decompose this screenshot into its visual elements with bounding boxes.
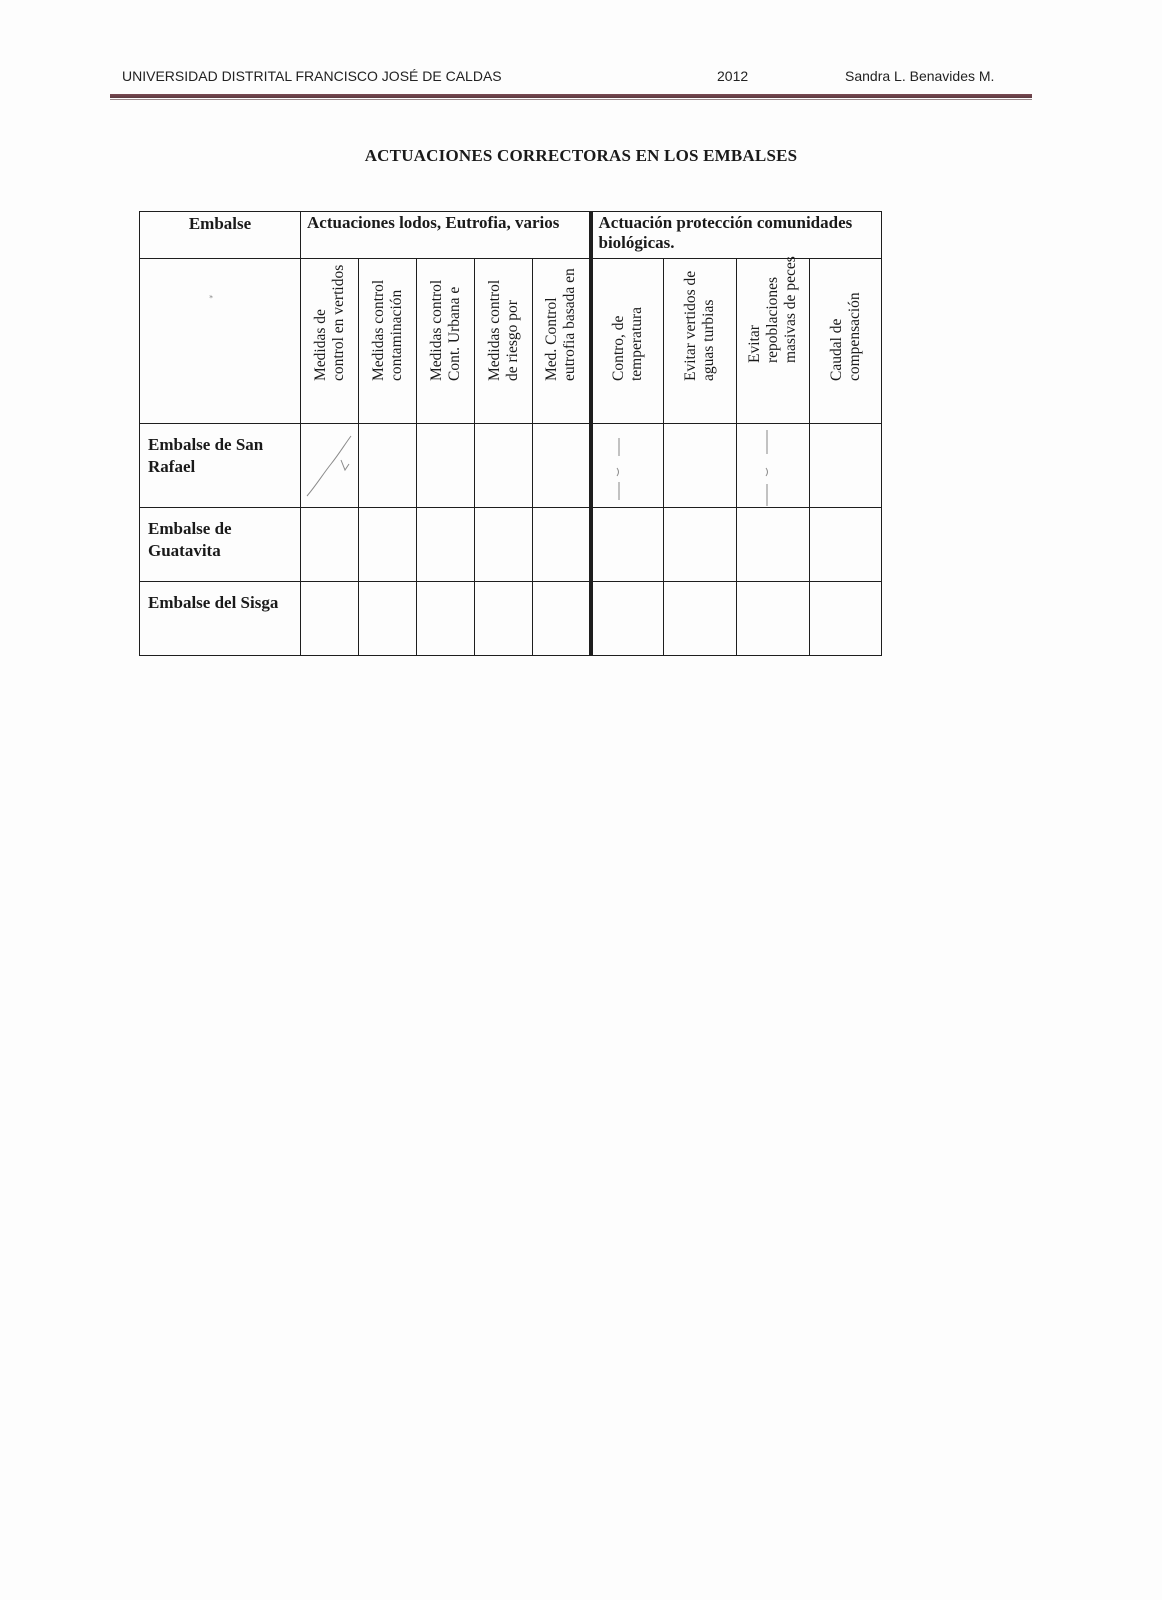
column-header-row [140, 259, 882, 424]
column-header [664, 259, 737, 424]
table-cell [475, 582, 533, 656]
institution-name: UNIVERSIDAD DISTRITAL FRANCISCO JOSÉ DE CALDAS [122, 68, 502, 84]
table-cell [475, 508, 533, 582]
column-header [810, 259, 882, 424]
column-header [417, 259, 475, 424]
group-header-biological: Actuación protección comunidades biológicas. [591, 212, 882, 259]
column-header [737, 256, 810, 424]
table-cell [810, 424, 882, 508]
table-cell [359, 424, 417, 508]
table-cell [591, 508, 664, 582]
column-header [591, 259, 664, 424]
table-cell [533, 582, 591, 656]
table-cell [533, 424, 591, 508]
group-header-sludge: Actuaciones lodos, Eutrofia, varios [301, 212, 591, 259]
table-cell [475, 424, 533, 508]
column-header-label: Evitar repoblaciones masivas de peces [746, 256, 799, 363]
embalse-header: Embalse [140, 212, 301, 259]
table-cell [664, 582, 737, 656]
pencil-mark [737, 424, 810, 508]
table-row [140, 582, 882, 656]
page-header [110, 66, 1032, 88]
table-cell [591, 582, 664, 656]
header-rule [110, 94, 1032, 98]
table-row [140, 508, 882, 582]
column-header [533, 259, 591, 424]
header-year: 2012 [717, 68, 749, 84]
table-cell [533, 508, 591, 582]
column-header [475, 259, 533, 424]
row-label-sisga: Embalse del Sisga [140, 582, 301, 656]
table-cell [591, 424, 664, 508]
corner-cell [140, 259, 301, 424]
column-header-label: Medidas de control en vertidos [311, 264, 347, 381]
document-title: ACTUACIONES CORRECTORAS EN LOS EMBALSES [364, 146, 798, 165]
table-cell [737, 582, 810, 656]
column-header-label: Medidas control de riesgo por [485, 279, 521, 381]
column-header [301, 259, 359, 424]
column-header [359, 259, 417, 424]
table-cell [301, 508, 359, 582]
row-label-guatavita: Embalse de Guatavita [140, 508, 301, 582]
actions-table [139, 211, 882, 656]
header-author: Sandra L. Benavides M. [845, 68, 995, 84]
table-cell [664, 424, 737, 508]
table-cell [417, 582, 475, 656]
table-cell [417, 508, 475, 582]
table-cell [301, 424, 359, 508]
table-cell [301, 582, 359, 656]
table-cell [810, 582, 882, 656]
header-rule-thin [110, 99, 1032, 100]
table-cell [359, 508, 417, 582]
column-header-label: Medidas control Cont. Urbana e [427, 279, 463, 381]
table-cell [359, 582, 417, 656]
ink-mark: ﹡ [206, 293, 216, 304]
column-header-label: Caudal de compensación [827, 292, 863, 381]
column-header-label: Med. Control eutrofia basada en [542, 268, 578, 381]
table-cell [810, 508, 882, 582]
row-label-san-rafael: Embalse de San Rafael [140, 424, 301, 508]
table-cell [737, 508, 810, 582]
table-row [140, 424, 882, 508]
pencil-mark [593, 424, 666, 508]
table-cell [417, 424, 475, 508]
column-header-label: Evitar vertidos de aguas turbias [682, 270, 717, 381]
handwritten-scribble [301, 424, 359, 508]
table-cell [664, 508, 737, 582]
column-header-label: Medidas control contaminación [369, 279, 405, 381]
table-cell [737, 424, 810, 508]
column-header-label: Contro, de temperatura [609, 306, 645, 381]
